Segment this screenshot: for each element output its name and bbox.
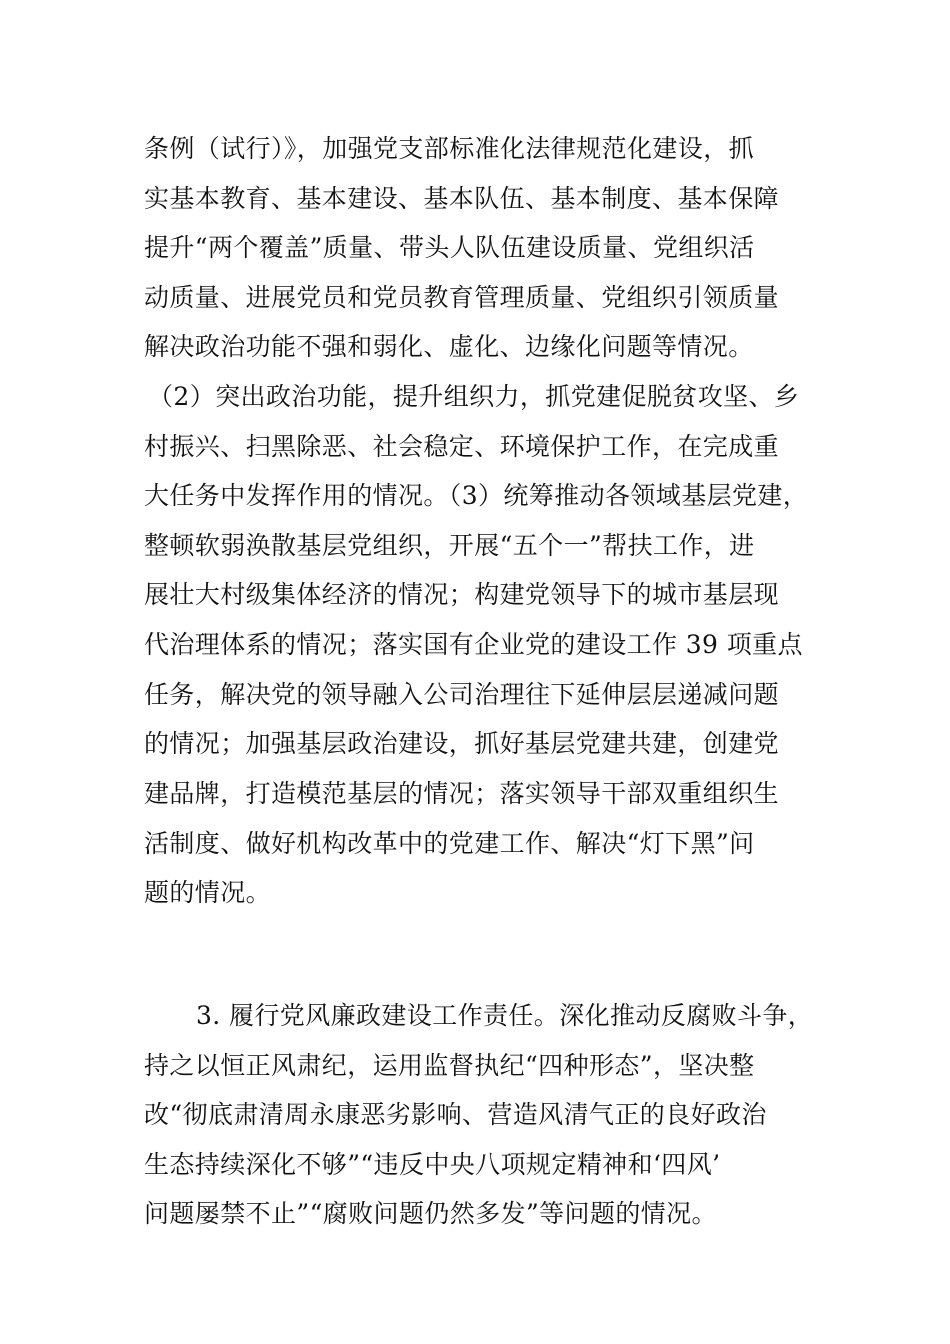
- paragraph-line: 持之以恒正风肃纪，运用监督执纪“四种形态”，坚决整: [144, 1051, 755, 1080]
- paragraph-line: 的情况；加强基层政治建设，抓好基层党建共建，创建党: [144, 729, 780, 758]
- paragraph-line: 大任务中发挥作用的情况。（3）统筹推动各领域基层党建，: [144, 481, 809, 510]
- paragraph-line: 3. 履行党风廉政建设工作责任。深化推动反腐败斗争，: [196, 1001, 814, 1030]
- paragraph-line: 问题屡禁不止”“腐败问题仍然多发”等问题的情况。: [144, 1199, 717, 1228]
- paragraph-line: 整顿软弱涣散基层党组织，开展“五个一”帮扶工作，进: [144, 531, 755, 560]
- paragraph-line: 代治理体系的情况；落实国有企业党的建设工作 39 项重点: [144, 630, 803, 659]
- paragraph-line: 村振兴、扫黑除恶、社会稳定、环境保护工作，在完成重: [144, 432, 780, 461]
- paragraph-line: 生态持续深化不够”“违反中央八项规定精神和‘四风’: [144, 1150, 721, 1179]
- paragraph-line: 条例（试行）》，加强党支部标准化法律规范化建设，抓: [144, 134, 755, 163]
- paragraph-line: 题的情况。: [144, 878, 272, 907]
- paragraph-line: （2）突出政治功能，提升组织力，抓党建促脱贫攻坚、乡: [148, 382, 800, 411]
- paragraph-line: 提升“两个覆盖”质量、带头人队伍建设质量、党组织活: [144, 233, 755, 262]
- paragraph-line: 实基本教育、基本建设、基本队伍、基本制度、基本保障: [144, 184, 780, 213]
- paragraph-line: 改“彻底肃清周永康恶劣影响、营造风清气正的良好政治: [144, 1100, 767, 1129]
- paragraph-line: 展壮大村级集体经济的情况；构建党领导下的城市基层现: [144, 580, 780, 609]
- paragraph-line: 任务，解决党的领导融入公司治理往下延伸层层递减问题: [144, 680, 780, 709]
- paragraph-line: 解决政治功能不强和弱化、虚化、边缘化问题等情况。: [144, 332, 754, 361]
- paragraph-line: 建品牌，打造模范基层的情况；落实领导干部双重组织生: [144, 779, 780, 808]
- paragraph-line: 活制度、做好机构改革中的党建工作、解决“灯下黑”问: [144, 829, 755, 858]
- paragraph-line: 动质量、进展党员和党员教育管理质量、党组织引领质量: [144, 283, 780, 312]
